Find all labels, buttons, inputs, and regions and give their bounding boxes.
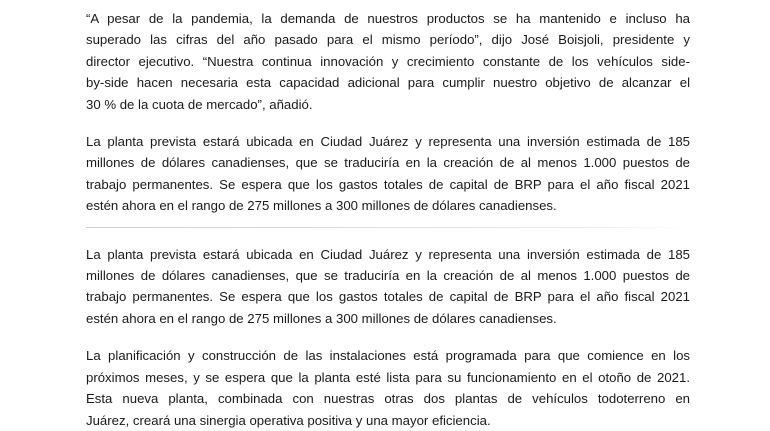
text-line: millones de dólares canadienses, que se traduciría en la creación de al menos 1.000 puestos de <box>86 155 690 171</box>
paragraph-plant-investment <box>86 131 690 217</box>
paragraph-plant-investment-repeat <box>86 244 690 330</box>
text-line: próximos meses, y se espera que la planta esté lista para su funcionamiento en el otoño de 2021. <box>86 369 690 385</box>
paragraph-quote <box>86 8 690 115</box>
text-line: estén ahora en el rango de 275 millones a 300 millones de dólares canadienses. <box>86 198 557 214</box>
text-line: director ejecutivo. “Nuestra continua innovación y crecimiento constante de los vehículos side- <box>86 53 690 69</box>
paragraph-construction-plan <box>86 345 690 431</box>
text-line: “A pesar de la pandemia, la demanda de nuestros productos se ha mantenido e incluso ha <box>86 11 690 26</box>
text-line: trabajo permanentes. Se espera que los gastos totales de capital de BRP para el año fiscal 2021 <box>86 289 690 305</box>
text-line: trabajo permanentes. Se espera que los gastos totales de capital de BRP para el año fiscal 2021 <box>86 176 690 192</box>
text-line: 30 % de la cuota de mercado”, añadió. <box>86 96 313 112</box>
text-line: Juárez, creará una sinergia operativa positiva y una mayor eficiencia. <box>86 412 491 428</box>
text-line: La planta prevista estará ubicada en Ciudad Juárez y representa una inversión estimada de 185 <box>86 134 690 150</box>
text-line: La planificación y construcción de las instalaciones está programada para que comience en los <box>86 348 690 364</box>
text-line: Esta nueva planta, combinada con nuestras otras dos plantas de vehículos todoterreno en <box>86 391 690 407</box>
text-line: La planta prevista estará ubicada en Ciudad Juárez y representa una inversión estimada de 185 <box>86 246 690 262</box>
document-body <box>86 8 690 431</box>
text-line: estén ahora en el rango de 275 millones a 300 millones de dólares canadienses. <box>86 310 557 326</box>
text-line: superado las cifras del año pasado para el mismo período”, dijo José Boisjoli, presidente y <box>86 32 690 48</box>
text-line: by-side hacen necesaria esta capacidad adicional para cumplir nuestro objetivo de alcanzar el <box>86 75 690 91</box>
text-line: millones de dólares canadienses, que se traduciría en la creación de al menos 1.000 puestos de <box>86 268 690 284</box>
page-divider <box>86 227 690 228</box>
